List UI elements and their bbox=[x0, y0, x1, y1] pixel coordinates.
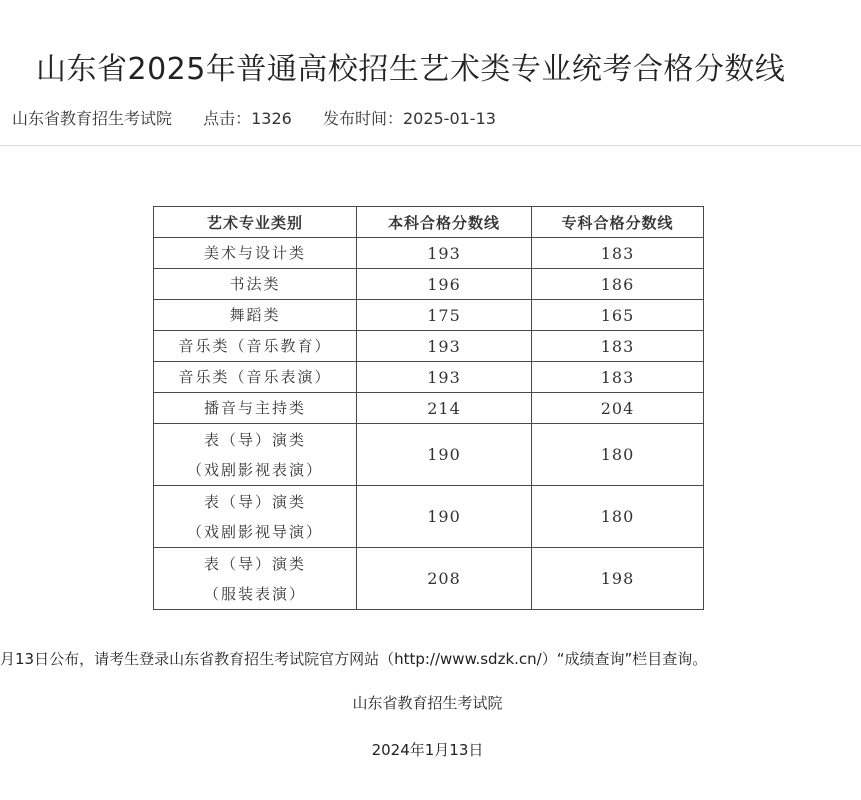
junior-score: 204 bbox=[532, 393, 704, 424]
header-category: 艺术专业类别 bbox=[154, 207, 357, 238]
category-cell bbox=[154, 331, 357, 362]
junior-score: 186 bbox=[532, 269, 704, 300]
clicks-count: 1326 bbox=[251, 109, 292, 128]
signature-date: 2024年1月13日 bbox=[371, 741, 484, 759]
category-cell bbox=[154, 238, 357, 269]
category-line: 美术与设计类 bbox=[203, 244, 306, 262]
undergrad-score: 214 bbox=[357, 393, 532, 424]
junior-score: 183 bbox=[532, 331, 704, 362]
category-cell bbox=[154, 548, 357, 610]
category-line: 播音与主持类 bbox=[203, 399, 306, 417]
undergrad-score: 193 bbox=[357, 362, 532, 393]
junior-score: 180 bbox=[532, 486, 704, 548]
category-cell bbox=[154, 393, 357, 424]
table-row bbox=[154, 362, 704, 393]
undergrad-score: 193 bbox=[357, 331, 532, 362]
category-line: 表（导）演类 bbox=[203, 430, 306, 449]
article-meta bbox=[12, 107, 496, 131]
category-line: 音乐类（音乐教育） bbox=[178, 337, 332, 355]
table-row bbox=[154, 548, 704, 610]
undergrad-score: 193 bbox=[357, 238, 532, 269]
table-row bbox=[154, 300, 704, 331]
publish-label: 发布时间： bbox=[322, 109, 403, 128]
undergrad-score: 190 bbox=[357, 424, 532, 486]
category-subline: （戏剧影视导演） bbox=[186, 522, 323, 541]
category-cell bbox=[154, 486, 357, 548]
table-row bbox=[154, 424, 704, 486]
junior-score: 183 bbox=[532, 238, 704, 269]
category-line: 表（导）演类 bbox=[203, 554, 306, 573]
header-divider bbox=[0, 145, 861, 146]
header-junior: 专科合格分数线 bbox=[532, 207, 704, 238]
undergrad-score: 175 bbox=[357, 300, 532, 331]
category-cell bbox=[154, 300, 357, 331]
clicks-label: 点击： bbox=[203, 109, 252, 128]
signature-org: 山东省教育招生考试院 bbox=[352, 694, 503, 712]
junior-score: 198 bbox=[532, 548, 704, 610]
table-row bbox=[154, 269, 704, 300]
table-row bbox=[154, 238, 704, 269]
category-line: 音乐类（音乐表演） bbox=[178, 368, 332, 386]
undergrad-score: 196 bbox=[357, 269, 532, 300]
junior-score: 183 bbox=[532, 362, 704, 393]
article-title: 山东省2025年普通高校招生艺术类专业统考合格分数线 bbox=[36, 52, 786, 88]
category-subline: （服装表演） bbox=[203, 584, 306, 603]
query-notice: 月13日公布，请考生登录山东省教育招生考试院官方网站（http://www.sdzk.cn/）“成绩查询”栏目查询。 bbox=[0, 650, 708, 668]
undergrad-score: 190 bbox=[357, 486, 532, 548]
table-row bbox=[154, 393, 704, 424]
junior-score: 165 bbox=[532, 300, 704, 331]
table-header-row bbox=[154, 207, 704, 238]
header-undergrad: 本科合格分数线 bbox=[357, 207, 532, 238]
score-table bbox=[153, 206, 704, 610]
table-row bbox=[154, 331, 704, 362]
category-subline: （戏剧影视表演） bbox=[186, 460, 323, 479]
table-row bbox=[154, 486, 704, 548]
category-cell bbox=[154, 269, 357, 300]
category-cell bbox=[154, 424, 357, 486]
article-source: 山东省教育招生考试院 bbox=[12, 109, 173, 128]
publish-date: 2025-01-13 bbox=[402, 109, 496, 128]
category-line: 书法类 bbox=[229, 275, 281, 293]
junior-score: 180 bbox=[532, 424, 704, 486]
category-cell bbox=[154, 362, 357, 393]
category-line: 舞蹈类 bbox=[229, 306, 281, 324]
undergrad-score: 208 bbox=[357, 548, 532, 610]
category-line: 表（导）演类 bbox=[203, 492, 306, 511]
